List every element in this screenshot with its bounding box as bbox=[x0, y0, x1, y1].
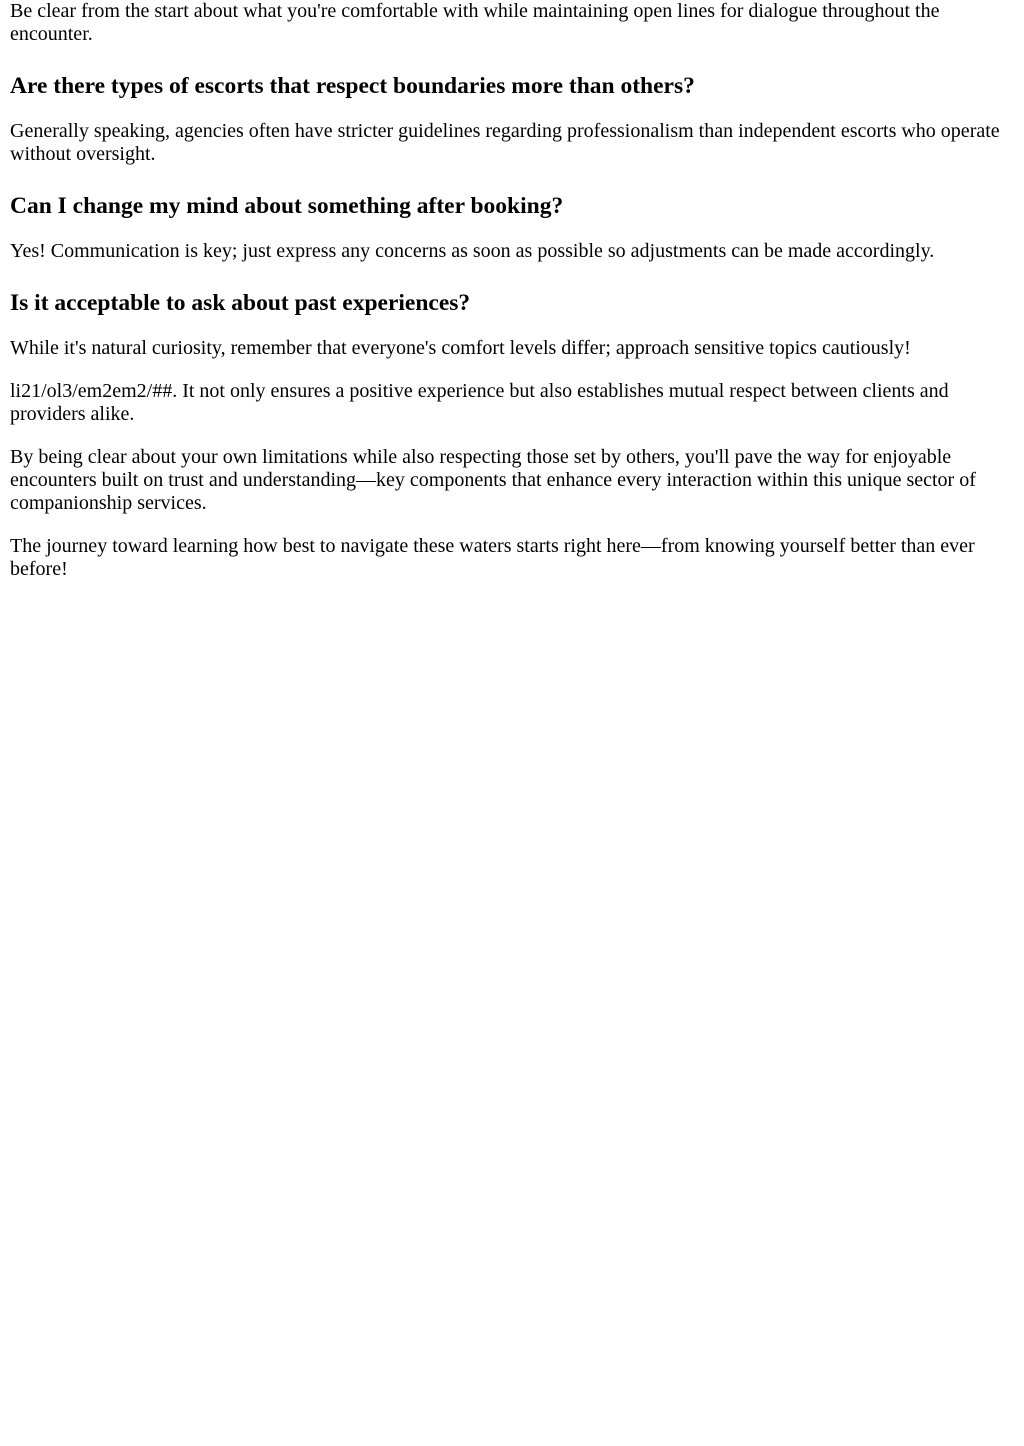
closing-paragraph-1: li21/ol3/em2em2/##. It not only ensures a positive experience but also establishes mutual respect between clients and providers alike. bbox=[10, 380, 949, 425]
faq-question-past-experiences: Is it acceptable to ask about past experiences? bbox=[10, 290, 471, 316]
faq-question-escort-types: Are there types of escorts that respect boundaries more than others? bbox=[10, 73, 695, 99]
closing-paragraph-2: By being clear about your own limitations while also respecting those set by others, you'll pave the way for enjoyable encounters built on trust and understanding—key components that enhance every interaction within this unique sector of companionship services. bbox=[10, 446, 976, 514]
faq-answer-escort-types: Generally speaking, agencies often have stricter guidelines regarding professionalism than independent escorts who operate without oversight. bbox=[10, 120, 1000, 165]
intro-paragraph: Be clear from the start about what you're comfortable with while maintaining open lines for dialogue throughout the encounter. bbox=[10, 0, 940, 45]
faq-answer-past-experiences: While it's natural curiosity, remember that everyone's comfort levels differ; approach sensitive topics cautiously! bbox=[10, 337, 911, 359]
faq-answer-change-mind: Yes! Communication is key; just express any concerns as soon as possible so adjustments can be made accordingly. bbox=[10, 240, 935, 262]
article-body bbox=[0, 0, 1024, 581]
faq-question-change-mind: Can I change my mind about something after booking? bbox=[10, 193, 564, 219]
closing-paragraph-3: The journey toward learning how best to navigate these waters starts right here—from knowing yourself better than ever before! bbox=[10, 535, 975, 580]
